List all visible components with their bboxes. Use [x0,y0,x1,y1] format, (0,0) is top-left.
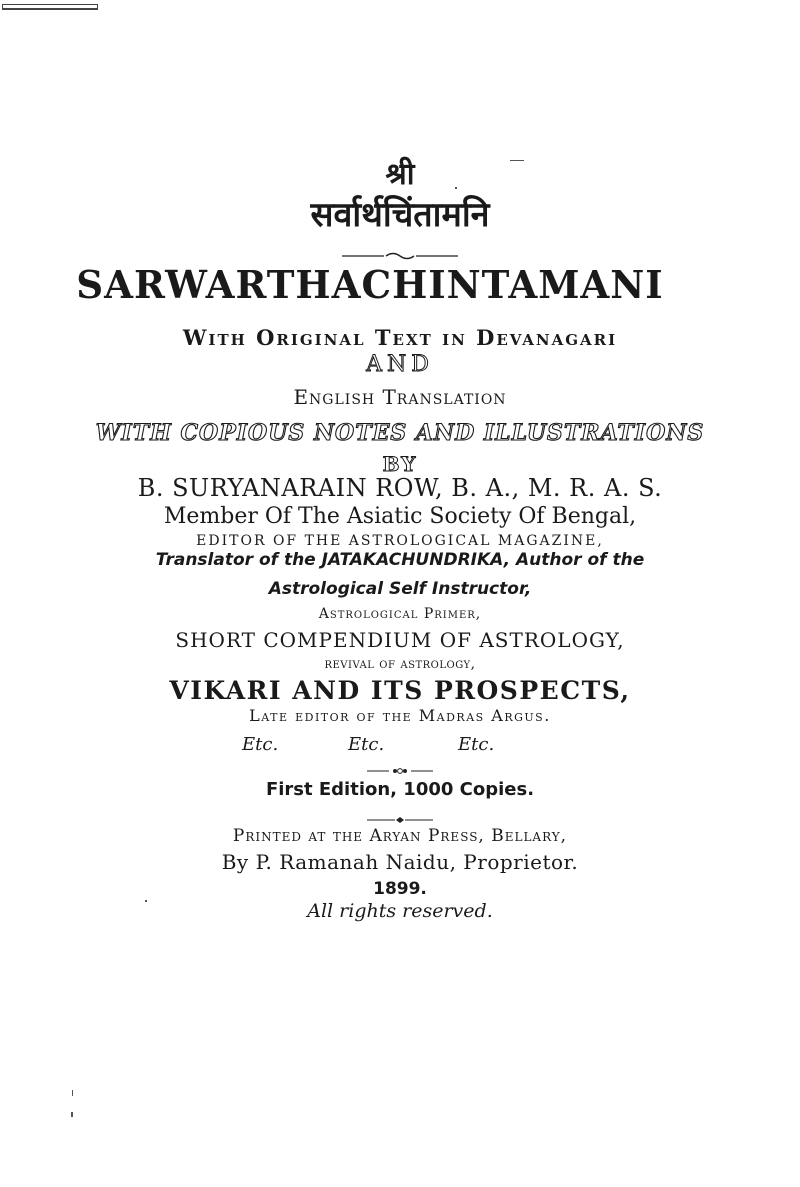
printer: By P. Ramanah Naidu, Proprietor. [221,850,579,874]
main-title: SARWARTHACHINTAMANI [76,262,664,307]
invocation: श्री [385,157,415,192]
subtitle-original-text: With Original Text in Devanagari [182,325,618,350]
printed-at: Printed at the Aryan Press, Bellary, [232,826,568,846]
work-self-instructor: Astrological Self Instructor, [268,579,532,599]
scan-speck [72,1090,73,1096]
devanagari-title: सर्वार्थचिंतामनि [310,195,490,235]
late-editor: Late editor of the Madras Argus. [249,706,551,725]
work-compendium: SHORT COMPENDIUM OF ASTROLOGY, [175,628,625,652]
work-revival: revival of astrology, [324,656,476,672]
edition-line: First Edition, 1000 Copies. [265,779,535,800]
english-translation: English Translation [293,385,507,409]
etc-2: Etc. [348,734,385,755]
etc-1: Etc. [242,734,279,755]
author-membership: Member Of The Asiatic Society Of Bengal, [163,504,637,529]
notes-illustrations: WITH COPIOUS NOTES AND ILLUSTRATIONS [95,420,705,446]
scan-speck [455,187,457,189]
etc-row [230,734,530,758]
author-translator: Translator of the JATAKACHUNDRIKA, Author of the [155,550,645,570]
and-line: AND [366,352,434,377]
publication-year: 1899. [373,879,427,899]
work-primer: Astrological Primer, [318,606,482,622]
author-editor: EDITOR OF THE ASTROLOGICAL MAGAZINE, [196,533,604,549]
work-vikari: VIKARI AND ITS PROSPECTS, [169,676,631,705]
author-name: B. SURYANARAIN ROW, B. A., M. R. A. S. [137,474,663,502]
by-line: BY [382,452,418,476]
scan-speck [510,160,524,161]
ornament-rule-2 [0,761,800,780]
etc-3: Etc. [458,734,495,755]
scan-speck [71,1112,73,1117]
rights-reserved: All rights reserved. [307,900,493,922]
scan-edge-mark [2,4,98,10]
scan-speck [145,900,147,902]
